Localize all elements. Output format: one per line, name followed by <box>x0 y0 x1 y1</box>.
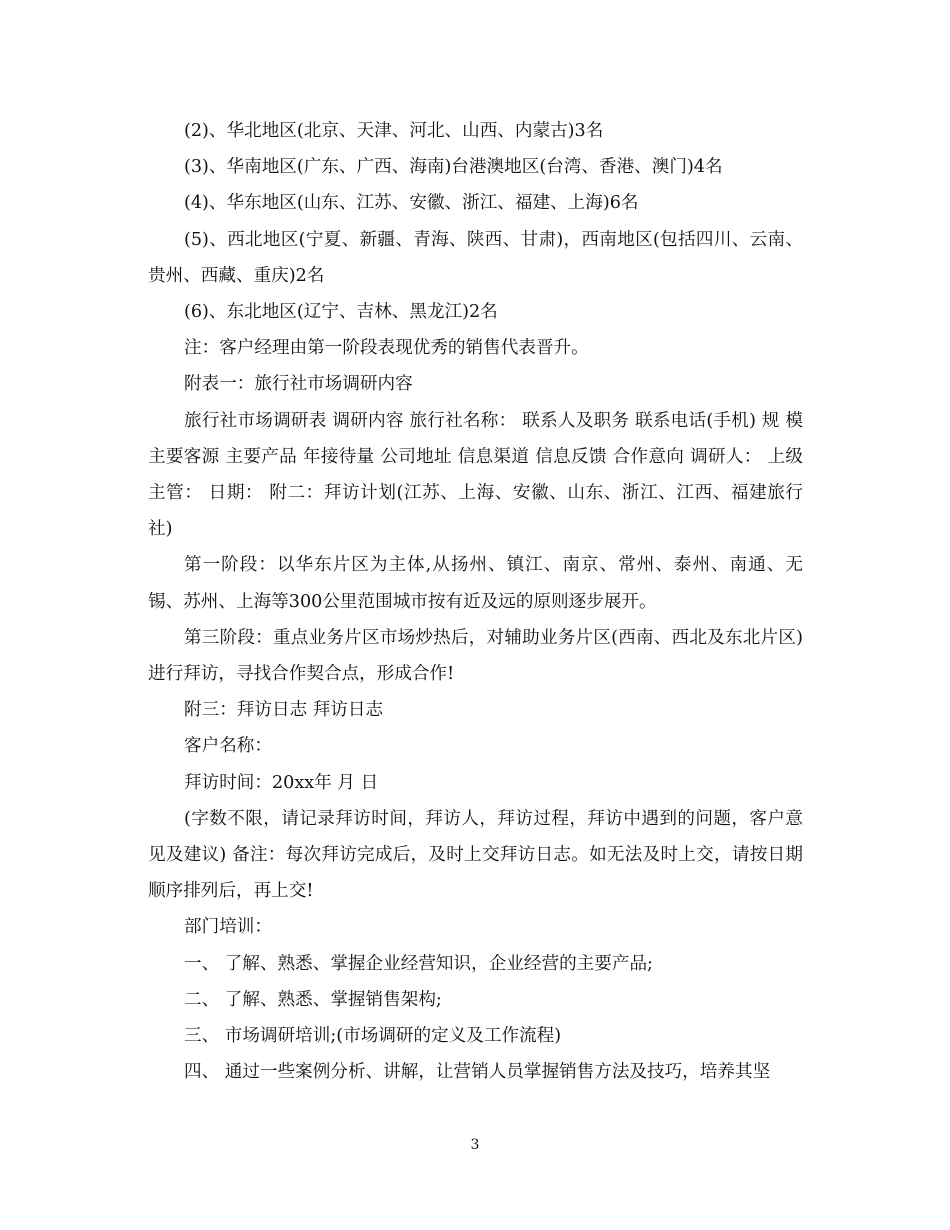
paragraph-appendix-three-title: 附三：拜访日志 拜访日志 <box>184 700 384 721</box>
paragraph-region-north-china: (2)、华北地区(北京、天津、河北、山西、内蒙古)3名 <box>184 121 604 141</box>
paragraph-visit-log-instructions: (字数不限，请记录拜访时间，拜访人，拜访过程，拜访中遇到的问题，客户意见及建议) 备注：每次拜访完成后，及时上交拜访日志。如无法及时上交，请按日期顺序排列后，再上交! <box>148 808 803 902</box>
paragraph-appendix-one-title: 附表一：旅行社市场调研内容 <box>184 374 413 395</box>
paragraph-training-item-3: 三、 市场调研培训;(市场调研的定义及工作流程) <box>184 1026 562 1047</box>
document-body <box>148 113 803 1090</box>
paragraph-phase-three: 第三阶段：重点业务片区市场炒热后，对辅助业务片区(西南、西北及东北片区)进行拜访，寻找合作契合点，形成合作! <box>148 627 803 685</box>
paragraph-visit-time: 拜访时间：20xx年 月 日 <box>184 772 379 793</box>
paragraph-customer-name: 客户名称： <box>184 736 272 757</box>
paragraph-region-east-china: (4)、华东地区(山东、江苏、安徽、浙江、福建、上海)6名 <box>184 193 639 214</box>
paragraph-training-item-1: 一、 了解、熟悉、掌握企业经营知识，企业经营的主要产品; <box>184 953 653 974</box>
paragraph-survey-form-fields: 旅行社市场调研表 调研内容 旅行社名称： 联系人及职务 联系电话(手机) 规 模 主要客源 主要产品 年接待量 公司地址 信息渠道 信息反馈 合作意向 调研人： 上级主管： 日期： 附二：拜访计划(江苏、上海、安徽、山东、浙江、江西、福建旅行社) <box>148 410 803 540</box>
paragraph-department-training: 部门培训： <box>184 917 272 938</box>
paragraph-note-account-manager: 注：客户经理由第一阶段表现优秀的销售代表晋升。 <box>184 338 589 359</box>
paragraph-region-northeast: (6)、东北地区(辽宁、吉林、黑龙江)2名 <box>184 302 498 323</box>
paragraph-training-item-4: 四、 通过一些案例分析、讲解，让营销人员掌握销售方法及技巧，培养其坚 <box>184 1062 771 1083</box>
page-number: 3 <box>470 1137 480 1153</box>
paragraph-region-northwest-southwest: (5)、西北地区(宁夏、新疆、青海、陕西、甘肃)，西南地区(包括四川、云南、贵州、西藏、重庆)2名 <box>148 229 803 286</box>
paragraph-phase-one: 第一阶段：以华东片区为主体,从扬州、镇江、南京、常州、泰州、南通、无锡、苏州、上海等300公里范围城市按有近及远的原则逐步展开。 <box>148 555 803 612</box>
paragraph-training-item-2: 二、 了解、熟悉、掌握销售架构; <box>184 989 442 1010</box>
paragraph-region-south-china: (3)、华南地区(广东、广西、海南)台港澳地区(台湾、香港、澳门)4名 <box>184 157 723 178</box>
